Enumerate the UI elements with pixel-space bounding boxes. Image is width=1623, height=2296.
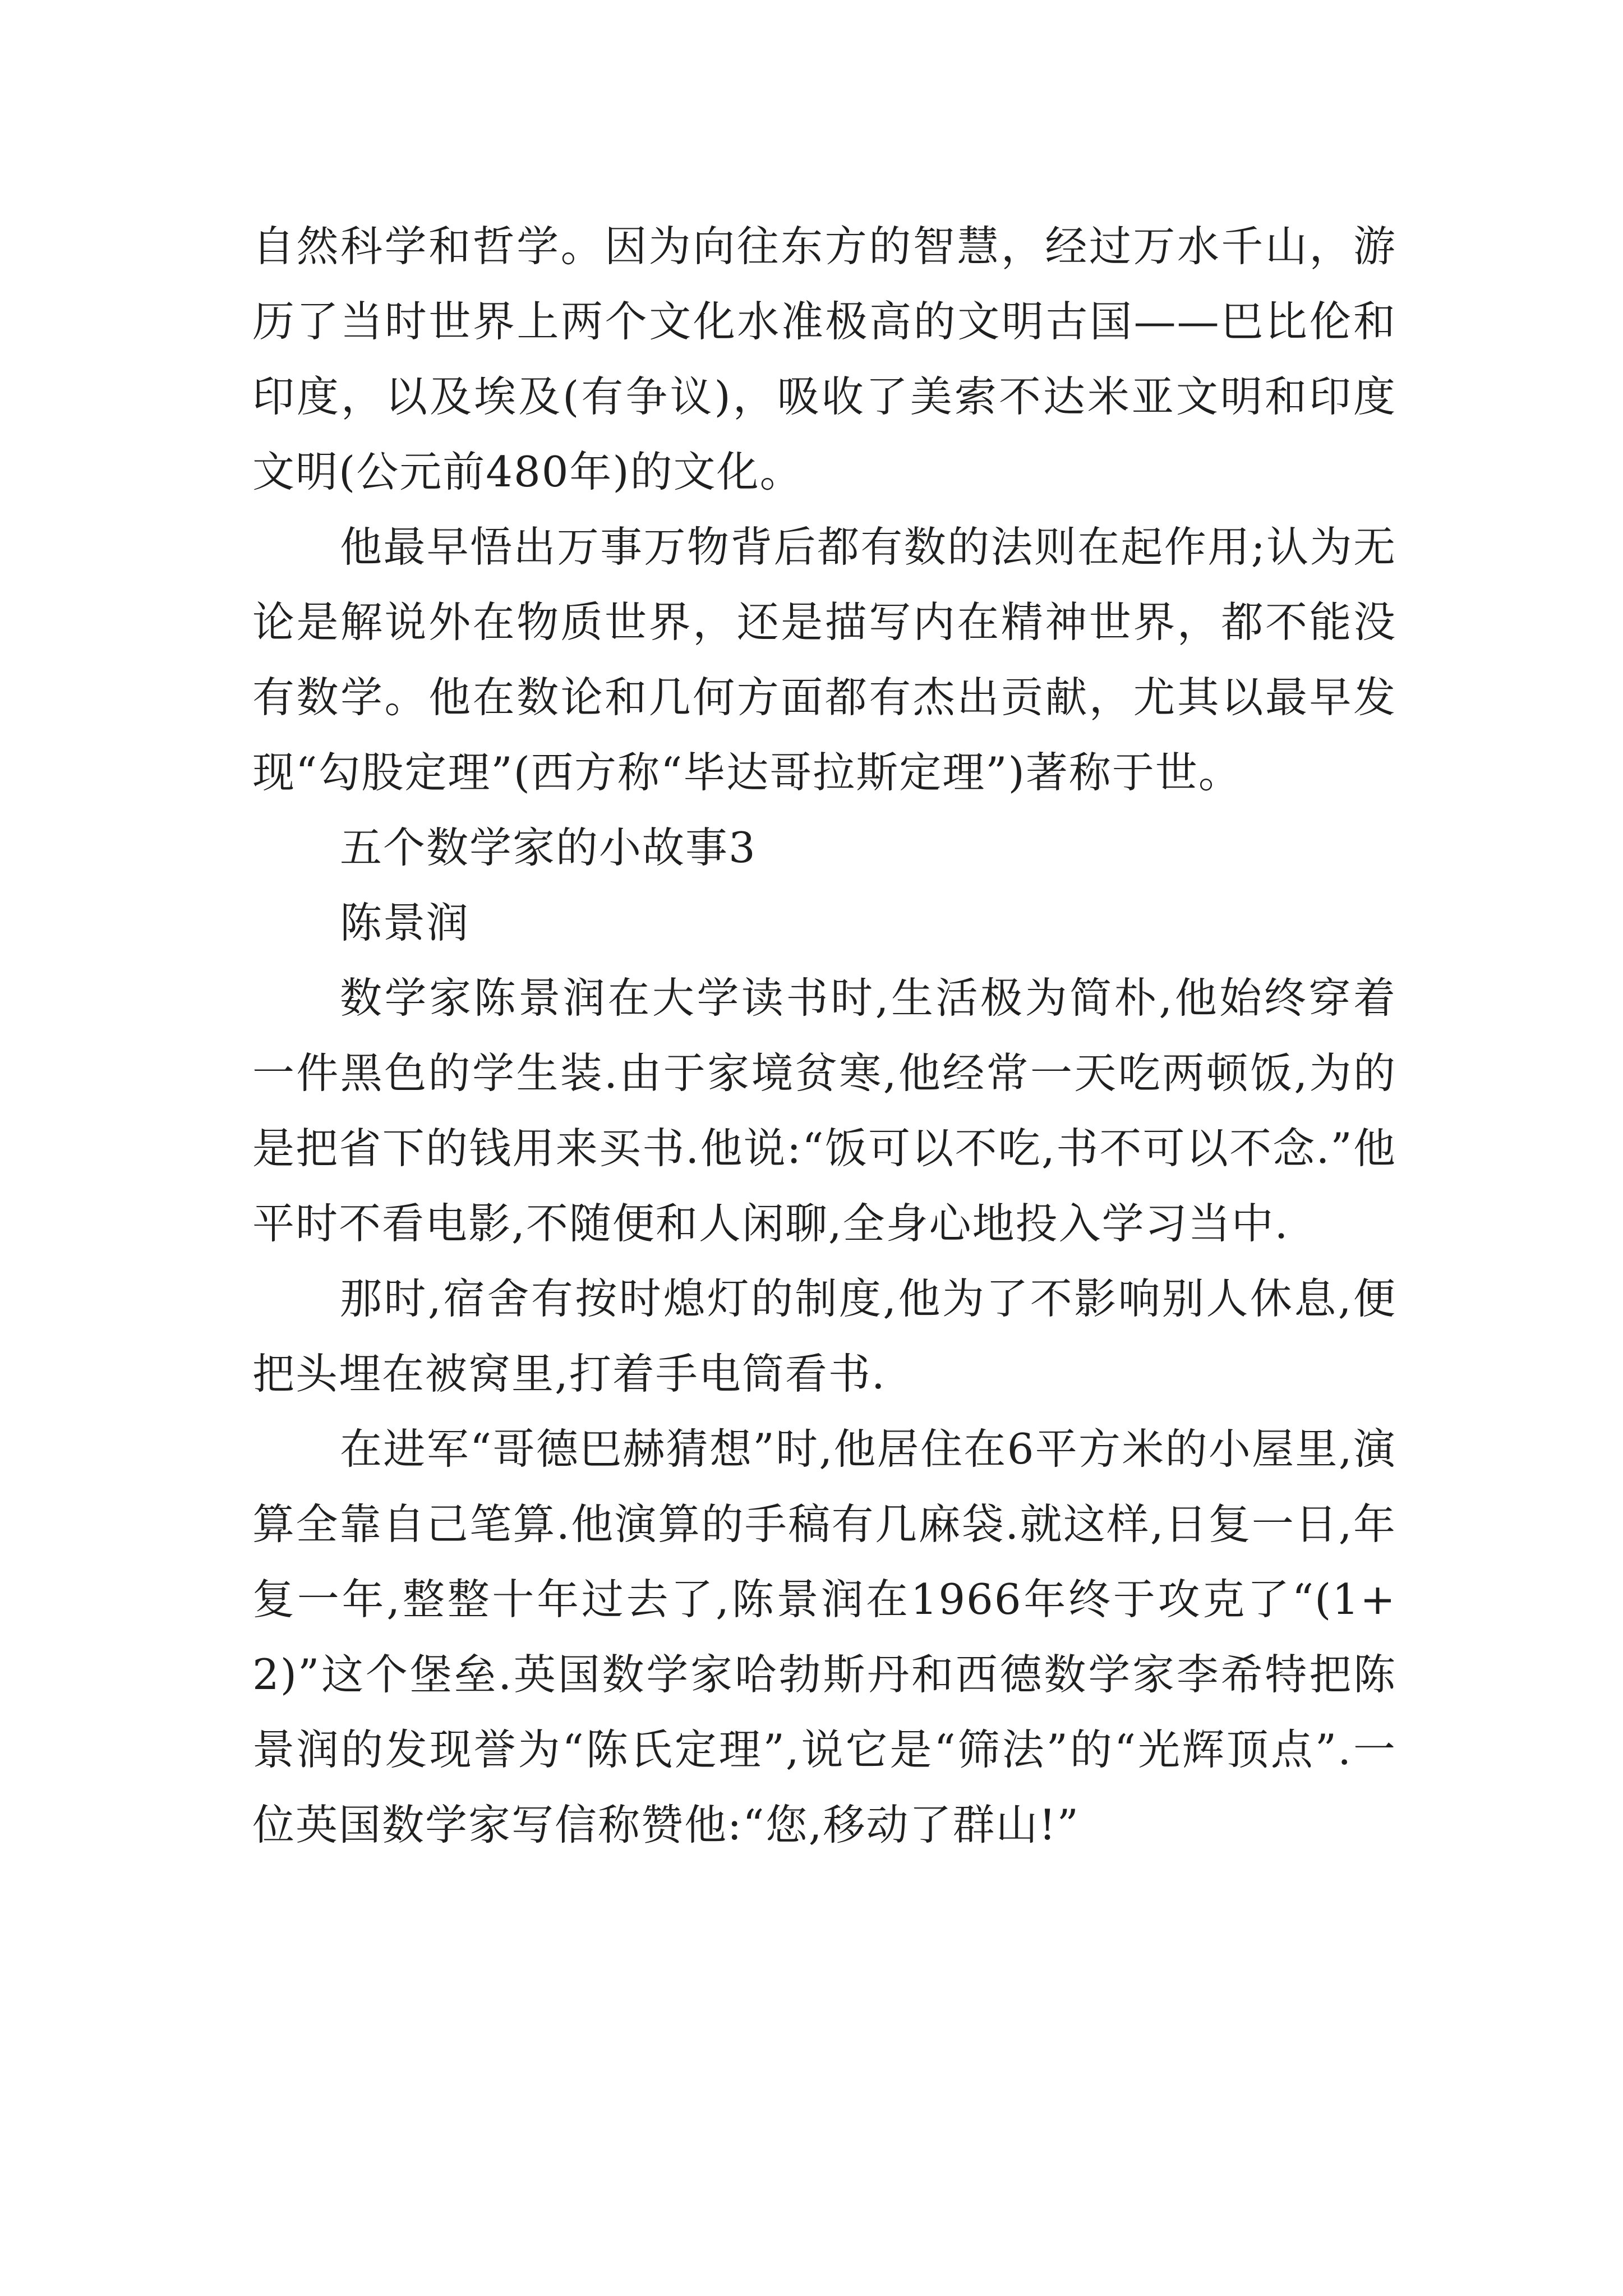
document-body	[252, 209, 1396, 1862]
paragraph-pythagoras: 他最早悟出万事万物背后都有数的法则在起作用;认为无论是解说外在物质世界，还是描写内在精神世界，都不能没有数学。他在数论和几何方面都有杰出贡献，尤其以最早发现“勾股定理”(西方称“毕达哥拉斯定理”)著称于世。	[252, 522, 1396, 797]
paragraph-chen-study: 数学家陈景润在大学读书时,生活极为简朴,他始终穿着一件黑色的学生装.由于家境贫寒,他经常一天吃两顿饭,为的是把省下的钱用来买书.他说:“饭可以不吃,书不可以不念.”他平时不看电影,不随便和人闲聊,全身心地投入学习当中.	[252, 973, 1396, 1248]
paragraph-chen-dorm: 那时,宿舍有按时熄灯的制度,他为了不影响别人休息,便把头埋在被窝里,打着手电筒看书.	[252, 1274, 1396, 1398]
paragraph-continued-intro: 自然科学和哲学。因为向往东方的智慧，经过万水千山，游历了当时世界上两个文化水准极高的文明古国——巴比伦和印度，以及埃及(有争议)，吸收了美索不达米亚文明和印度文明(公元前480年)的文化。	[252, 222, 1396, 496]
person-name-heading: 陈景润	[340, 898, 470, 947]
paragraph-chen-goldbach: 在进军“哥德巴赫猜想”时,他居住在6平方米的小屋里,演算全靠自己笔算.他演算的手稿有几麻袋.就这样,日复一日,年复一年,整整十年过去了,陈景润在1966年终于攻克了“(1+2)”这个堡垒.英国数学家哈勃斯丹和西德数学家李希特把陈景润的发现誉为“陈氏定理”,说它是“筛法”的“光辉顶点”.一位英国数学家写信称赞他:“您,移动了群山!”	[252, 1424, 1396, 1849]
section-heading: 五个数学家的小故事3	[340, 823, 757, 872]
